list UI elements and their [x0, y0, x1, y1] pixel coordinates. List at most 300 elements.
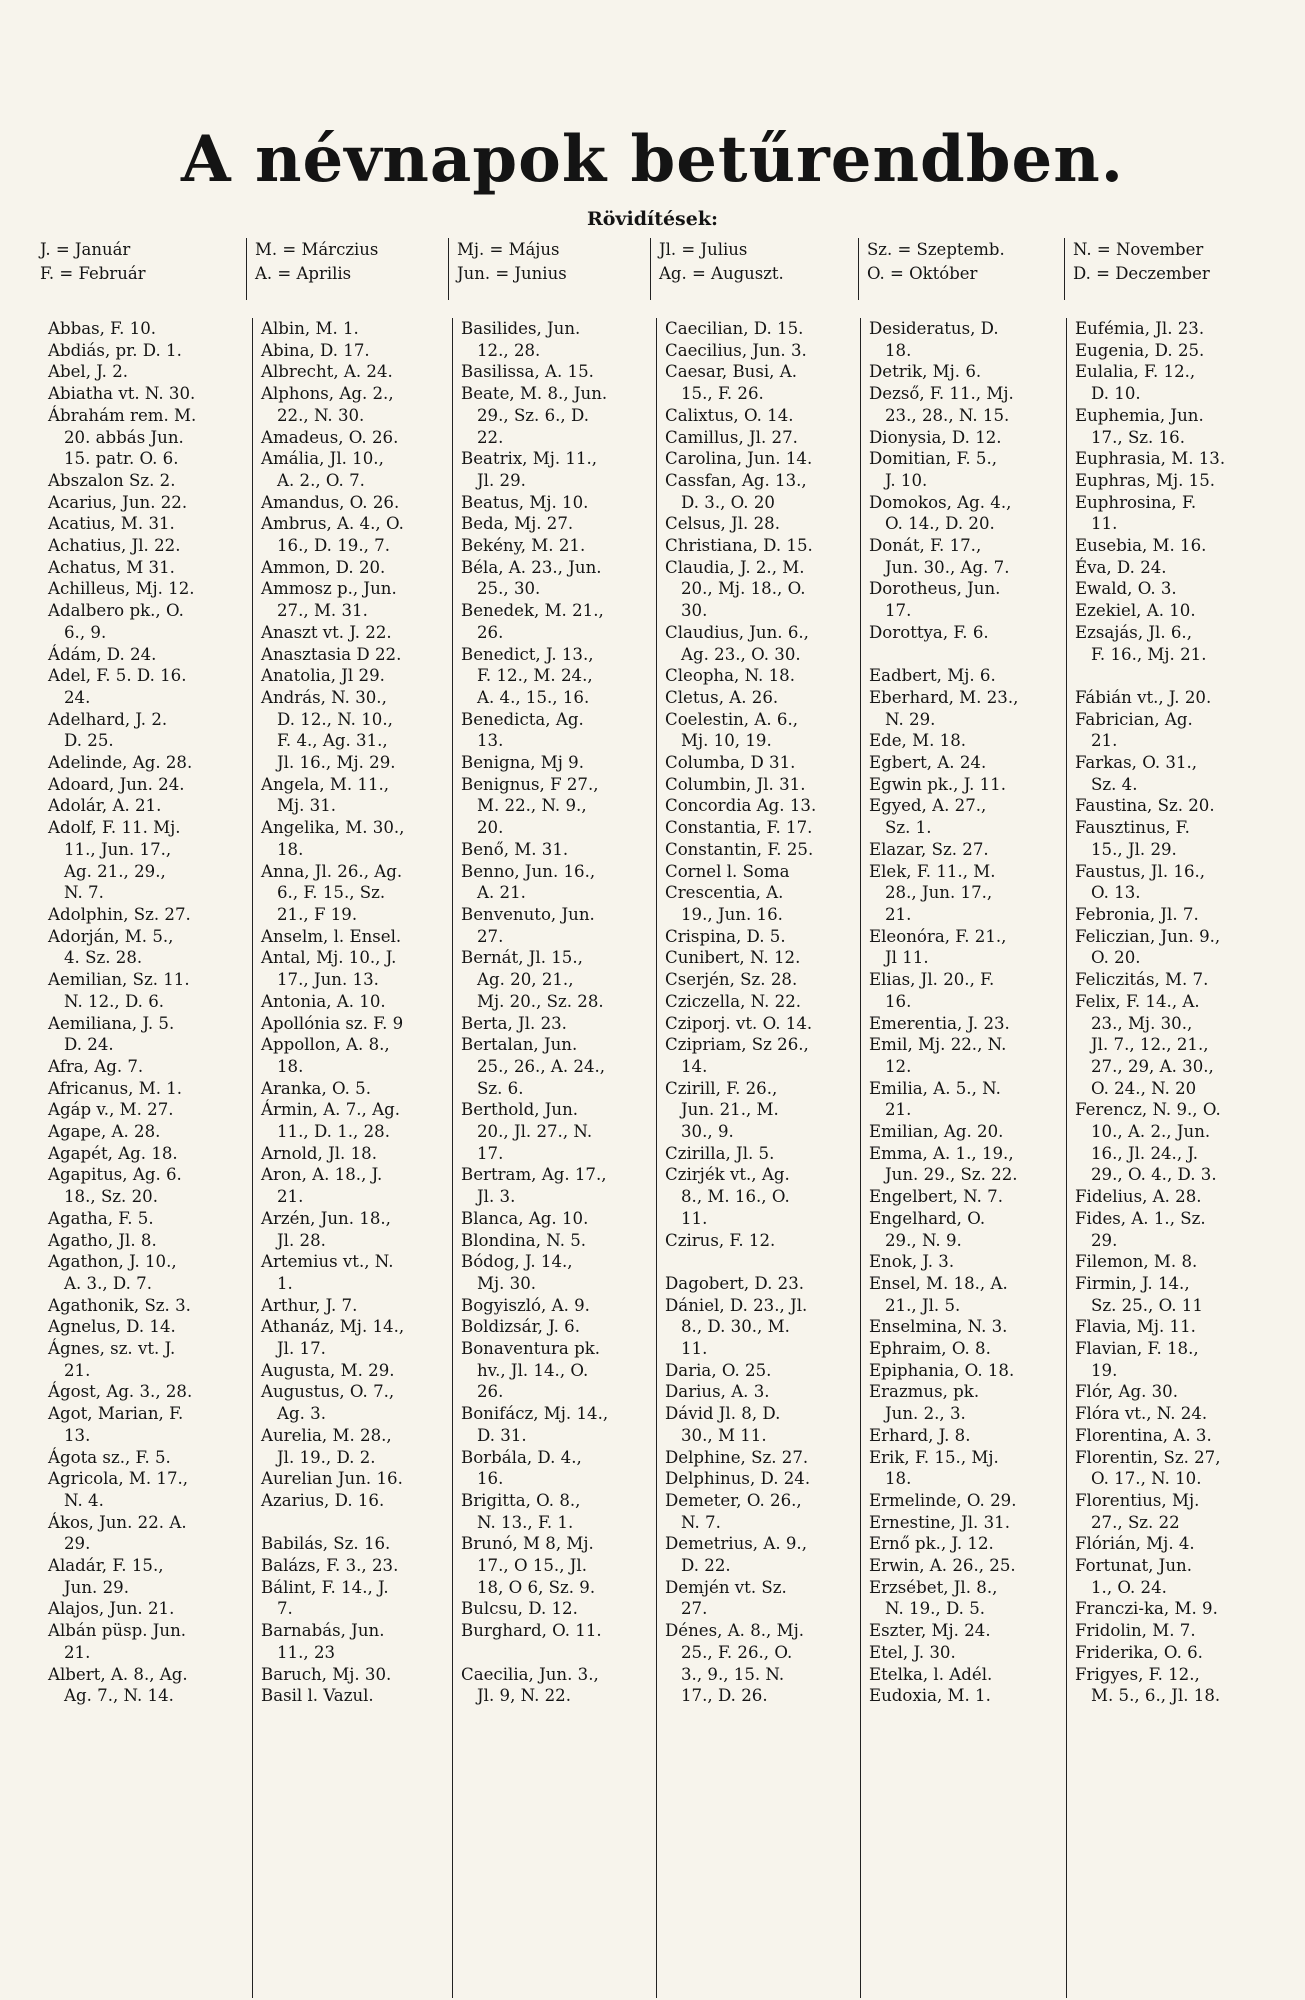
name-entry: Dénes, A. 8., Mj. [665, 1621, 805, 1641]
name-entry: Abel, J. 2. [48, 362, 129, 382]
name-entry: Filemon, M. 8. [1075, 1252, 1198, 1272]
entry-continuation: 12. [885, 1056, 912, 1076]
entry-continuation: 12., 28. [477, 340, 541, 360]
name-entry: Ezsajás, Jl. 6., [1075, 622, 1192, 642]
entry-continuation: N. 29. [885, 709, 936, 729]
entry-continuation: 29., O. 4., D. 3. [1091, 1165, 1217, 1185]
name-entry: Faustina, Sz. 20. [1075, 796, 1215, 816]
name-entry: Ábrahám rem. M. [48, 405, 197, 425]
entry-continuation: Ag. 3. [277, 1404, 326, 1424]
entry-continuation: Jl. 19., D. 2. [277, 1447, 376, 1467]
name-entry: Agathonik, Sz. 3. [48, 1295, 191, 1315]
name-entry: Amandus, O. 26. [261, 492, 400, 512]
entry-continuation: 1. [277, 1273, 293, 1293]
entry-continuation: 19. [1091, 1360, 1118, 1380]
entry-continuation: 11., D. 1., 28. [277, 1122, 390, 1142]
name-entry: Firmin, J. 14., [1075, 1273, 1190, 1293]
entry-continuation: 13. [477, 731, 504, 751]
entry-continuation: A. 3., D. 7. [64, 1273, 153, 1293]
name-entry: Egyed, A. 27., [869, 796, 987, 816]
name-entry: Camillus, Jl. 27. [665, 427, 798, 447]
entry-continuation: N. 12., D. 6. [64, 991, 165, 1011]
name-entry: Angela, M. 11., [261, 774, 390, 794]
name-entry: Columba, D 31. [665, 753, 796, 773]
name-entry: Adolphin, Sz. 27. [48, 904, 191, 924]
name-entry: Emma, A. 1., 19., [869, 1143, 1014, 1163]
name-entry: Enok, J. 3. [869, 1252, 955, 1272]
name-entry: Basil l. Vazul. [261, 1686, 374, 1706]
name-entry: Angelika, M. 30., [261, 818, 405, 838]
name-entry: Domokos, Ag. 4., [869, 492, 1012, 512]
entry-continuation: Ag. 20, 21., [477, 970, 574, 990]
name-entry: Emil, Mj. 22., N. [869, 1035, 1007, 1055]
entry-continuation: 22., N. 30. [277, 405, 365, 425]
name-entry: Bogyiszló, A. 9. [461, 1295, 590, 1315]
entry-continuation: N. 4. [64, 1490, 104, 1510]
name-entry: Afra, Ag. 7. [48, 1056, 144, 1076]
name-entry: Anselm, l. Ensel. [261, 926, 402, 946]
name-entry: Blanca, Ag. 10. [461, 1208, 589, 1228]
name-entry: Bódog, J. 14., [461, 1252, 573, 1272]
name-entry: Emilia, A. 5., N. [869, 1078, 1001, 1098]
name-entry: Augustus, O. 7., [261, 1382, 395, 1402]
entry-continuation: 30., 9. [681, 1122, 734, 1142]
spacer [261, 1512, 458, 1534]
abbreviation-line: J. = Január [40, 240, 131, 259]
name-entry: Ezekiel, A. 10. [1075, 601, 1196, 621]
name-entry: Anaszt vt. J. 22. [261, 622, 392, 642]
entry-continuation: 17., Sz. 16. [1091, 427, 1185, 447]
name-entry: Ágost, Ag. 3., 28. [48, 1382, 193, 1402]
name-entry: Engelhard, O. [869, 1208, 986, 1228]
name-entry: Beda, Mj. 27. [461, 514, 574, 534]
name-entry: Cletus, A. 26. [665, 687, 779, 707]
name-entry: Aron, A. 18., J. [261, 1165, 383, 1185]
name-entry: Agnelus, D. 14. [48, 1317, 176, 1337]
name-entry: Africanus, M. 1. [48, 1078, 183, 1098]
entry-continuation: O. 14., D. 20. [885, 514, 995, 534]
name-entry: Cornel l. Soma [665, 861, 790, 881]
entry-continuation: 8., M. 16., O. [681, 1187, 790, 1207]
name-entry: Alajos, Jun. 21. [48, 1599, 175, 1619]
name-entry: Czirus, F. 12. [665, 1230, 776, 1250]
entry-continuation: 29., Sz. 6., D. [477, 405, 589, 425]
name-entry: Darius, A. 3. [665, 1382, 770, 1402]
name-entry: Caecilian, D. 15. [665, 319, 804, 338]
entry-continuation: 27. [477, 926, 504, 946]
entry-continuation: O. 20. [1091, 948, 1141, 968]
abbreviation-cell [246, 238, 414, 300]
abbreviation-line: F. = Február [40, 264, 146, 283]
name-entry: Anna, Jl. 26., Ag. [261, 861, 403, 881]
name-entry: Basilissa, A. 15. [461, 362, 594, 382]
entry-continuation: 30., M 11. [681, 1425, 767, 1445]
entry-continuation: 11., 23 [277, 1642, 336, 1662]
name-entry: Crispina, D. 5. [665, 926, 786, 946]
entry-continuation: 27., 29, A. 30., [1091, 1056, 1214, 1076]
entry-continuation: 20. [477, 818, 504, 838]
name-entry: Claudius, Jun. 6., [665, 622, 809, 642]
entry-continuation: 16. [885, 991, 912, 1011]
name-entry: Engelbert, N. 7. [869, 1187, 1003, 1207]
entry-continuation: 15., Jl. 29. [1091, 839, 1177, 859]
name-entry: Arnold, Jl. 18. [261, 1143, 377, 1163]
name-entry: Flavia, Mj. 11. [1075, 1317, 1196, 1337]
spacer [1075, 665, 1286, 687]
entry-continuation: 17., Jun. 13. [277, 970, 379, 990]
abbreviation-line: Mj. = Május [457, 240, 560, 259]
entry-continuation: 1., O. 24. [1091, 1577, 1167, 1597]
name-entry: Acarius, Jun. 22. [48, 492, 188, 512]
name-entry: Burghard, O. 11. [461, 1621, 602, 1641]
name-entry: Athanáz, Mj. 14., [261, 1317, 405, 1337]
name-entry: Domitian, F. 5., [869, 449, 998, 469]
abbreviation-cell [1064, 238, 1275, 300]
entry-continuation: 18, O 6, Sz. 9. [477, 1577, 596, 1597]
abbreviation-line: O. = Október [867, 264, 978, 283]
name-entry: Acatius, M. 31. [48, 514, 175, 534]
name-entry: Celsus, Jl. 28. [665, 514, 780, 534]
entry-continuation: 7. [277, 1599, 293, 1619]
name-entry: Bonaventura pk. [461, 1339, 601, 1359]
name-entry: Arzén, Jun. 18., [261, 1208, 391, 1228]
entry-continuation: 16., D. 19., 7. [277, 536, 390, 556]
name-entry: Achilleus, Mj. 12. [48, 579, 195, 599]
entry-continuation: 3., 9., 15. N. [681, 1664, 785, 1684]
entry-continuation: Jl. 16., Mj. 29. [277, 753, 396, 773]
name-entry: Beatrix, Mj. 11., [461, 449, 598, 469]
name-entry: Feliczitás, M. 7. [1075, 970, 1209, 990]
name-entry: Bertalan, Jun. [461, 1035, 578, 1055]
name-entry: Agapitus, Ag. 6. [48, 1165, 182, 1185]
name-entry: Euphemia, Jun. [1075, 405, 1204, 425]
entry-continuation: 26. [477, 1382, 504, 1402]
name-entry: Frigyes, F. 12., [1075, 1664, 1200, 1684]
name-entry: Euphrosina, F. [1075, 492, 1197, 512]
abbreviation-line: D. = Deczember [1073, 264, 1210, 283]
name-entry: Agáp v., M. 27. [48, 1100, 174, 1120]
entry-continuation: Jl. 28. [277, 1230, 326, 1250]
name-entry: Abiatha vt. N. 30. [48, 384, 196, 404]
name-entry: Fortunat, Jun. [1075, 1556, 1192, 1576]
entry-continuation: Jun. 29. [64, 1577, 129, 1597]
name-entry: Agapét, Ag. 18. [48, 1143, 178, 1163]
entry-continuation: 21. [1091, 731, 1118, 751]
name-entry: Faustus, Jl. 16., [1075, 861, 1206, 881]
name-entry: Euphrasia, M. 13. [1075, 449, 1226, 469]
name-entry: Ede, M. 18. [869, 731, 967, 751]
name-entry: Febronia, Jl. 7. [1075, 904, 1199, 924]
entry-continuation: 29. [64, 1534, 91, 1554]
name-entry: Achatus, M 31. [48, 557, 175, 577]
name-entry: Elek, F. 11., M. [869, 861, 996, 881]
name-entry: Beatus, Mj. 10. [461, 492, 589, 512]
name-entry: Desideratus, D. [869, 319, 999, 338]
name-entry: Albán püsp. Jun. [48, 1621, 187, 1641]
name-entry: Erik, F. 15., Mj. [869, 1447, 999, 1467]
name-entry: Bernát, Jl. 15., [461, 948, 583, 968]
name-column-5 [860, 318, 1072, 1998]
name-entry: Bertram, Ag. 17., [461, 1165, 607, 1185]
name-entry: Ádám, D. 24. [48, 644, 157, 664]
name-entry: Benignus, F 27., [461, 774, 599, 794]
entry-continuation: 21. [64, 1642, 91, 1662]
name-entry: Czirill, F. 26., [665, 1078, 778, 1098]
name-entry: Christiana, D. 15. [665, 536, 813, 556]
entry-continuation: 17., D. 26. [681, 1686, 768, 1706]
entry-continuation: 15., F. 26. [681, 384, 764, 404]
entry-continuation: 20., Mj. 18., O. [681, 579, 806, 599]
name-entry: Elias, Jl. 20., F. [869, 970, 995, 990]
abbreviation-line: M. = Márczius [255, 240, 379, 259]
name-entry: Demetrius, A. 9., [665, 1534, 807, 1554]
name-entry: Adorján, M. 5., [48, 926, 174, 946]
name-entry: Fausztinus, F. [1075, 818, 1190, 838]
name-entry: Barnabás, Jun. [261, 1621, 385, 1641]
name-entry: Eadbert, Mj. 6. [869, 666, 996, 686]
name-entry: Eleonóra, F. 21., [869, 926, 1007, 946]
name-entry: Eberhard, M. 23., [869, 687, 1019, 707]
entry-continuation: D. 10. [1091, 384, 1141, 404]
name-entry: Egbert, A. 24. [869, 753, 987, 773]
entry-continuation: 30. [681, 601, 708, 621]
name-entry: Epiphania, O. 18. [869, 1360, 1015, 1380]
name-entry: Felix, F. 14., A. [1075, 991, 1200, 1011]
entry-continuation: 23., Mj. 30., [1091, 1013, 1193, 1033]
entry-continuation: Ag. 23., O. 30. [681, 644, 801, 664]
entry-continuation: 20. abbás Jun. [64, 427, 184, 447]
name-entry: Cziczella, N. 22. [665, 991, 802, 1011]
name-entry: Czirjék vt., Ag. [665, 1165, 790, 1185]
name-entry: Ernestine, Jl. 31. [869, 1512, 1010, 1532]
name-entry: Abdiás, pr. D. 1. [48, 340, 182, 360]
entry-continuation: Sz. 6. [477, 1078, 524, 1098]
name-entry: Ákos, Jun. 22. A. [48, 1512, 187, 1532]
name-entry: Farkas, O. 31., [1075, 753, 1198, 773]
entry-continuation: D. 24. [64, 1035, 114, 1055]
entry-continuation: 16. [477, 1469, 504, 1489]
entry-continuation: Jl. 29. [477, 470, 526, 490]
name-entry: Erwin, A. 26., 25. [869, 1556, 1016, 1576]
entry-continuation: Jl. 3. [477, 1187, 516, 1207]
name-entry: Achatius, Jl. 22. [48, 536, 181, 556]
name-entry: Cziporj. vt. O. 14. [665, 1013, 813, 1033]
entry-continuation: 13. [64, 1425, 91, 1445]
name-entry: Borbála, D. 4., [461, 1447, 582, 1467]
entry-continuation: 8., D. 30., M. [681, 1317, 790, 1337]
name-entry: Fidelius, A. 28. [1075, 1187, 1202, 1207]
name-entry: Ewald, O. 3. [1075, 579, 1177, 599]
spacer [869, 644, 1072, 666]
name-entry: Etel, J. 30. [869, 1642, 956, 1662]
entry-continuation: 15. patr. O. 6. [64, 449, 179, 469]
entry-continuation: N. 19., D. 5. [885, 1599, 986, 1619]
entry-continuation: 21. [64, 1360, 91, 1380]
name-entry: Flavian, F. 18., [1075, 1339, 1199, 1359]
name-column-4 [656, 318, 864, 1998]
entry-continuation: 20., Jl. 27., N. [477, 1122, 593, 1142]
entry-continuation: Mj. 20., Sz. 28. [477, 991, 604, 1011]
entry-continuation: 18. [277, 839, 304, 859]
name-entry: Balázs, F. 3., 23. [261, 1556, 399, 1576]
name-entry: Coelestin, A. 6., [665, 709, 799, 729]
name-entry: Ágota sz., F. 5. [48, 1447, 171, 1467]
entry-continuation: F. 4., Ag. 31., [277, 731, 388, 751]
name-entry: Florentina, A. 3. [1075, 1425, 1212, 1445]
name-entry: Cassfan, Ag. 13., [665, 470, 807, 490]
entry-continuation: D. 12., N. 10., [277, 709, 393, 729]
name-entry: Benno, Jun. 16., [461, 861, 596, 881]
name-entry: Florentin, Sz. 27, [1075, 1447, 1221, 1467]
abbreviation-line: A. = Aprilis [255, 264, 352, 283]
entry-continuation: Ag. 21., 29., [64, 861, 166, 881]
entry-continuation: 18., Sz. 20. [64, 1187, 158, 1207]
name-entry: Boldizsár, J. 6. [461, 1317, 580, 1337]
name-entry: Erzsébet, Jl. 8., [869, 1577, 998, 1597]
entry-continuation: O. 24., N. 20 [1091, 1078, 1197, 1098]
name-entry: Concordia Ag. 13. [665, 796, 817, 816]
entry-continuation: O. 17., N. 10. [1091, 1469, 1202, 1489]
spacer [461, 1642, 658, 1664]
name-entry: Cleopha, N. 18. [665, 666, 795, 686]
name-entry: Detrik, Mj. 6. [869, 362, 982, 382]
name-entry: Ferencz, N. 9., O. [1075, 1100, 1221, 1120]
name-entry: Agape, A. 28. [48, 1122, 161, 1142]
name-entry: Babilás, Sz. 16. [261, 1534, 391, 1554]
entry-continuation: 21. [277, 1187, 304, 1207]
entry-continuation: 27., Sz. 22 [1091, 1512, 1180, 1532]
name-entry: Eudoxia, M. 1. [869, 1686, 991, 1706]
name-entry: Abbas, F. 10. [48, 319, 157, 338]
name-entry: Agricola, M. 17., [48, 1469, 189, 1489]
entry-continuation: N. 7. [681, 1512, 721, 1532]
name-entry: Dorottya, F. 6. [869, 622, 989, 642]
entry-continuation: 21., F 19. [277, 904, 358, 924]
abbreviations-legend [40, 238, 1275, 300]
name-entry: Agatho, Jl. 8. [48, 1230, 157, 1250]
entry-continuation: 11. [1091, 514, 1118, 534]
name-entry: Berthold, Jun. [461, 1100, 579, 1120]
entry-continuation: 23., 28., N. 15. [885, 405, 1010, 425]
name-entry: Béla, A. 23., Jun. [461, 557, 602, 577]
entry-continuation: M. 22., N. 9., [477, 796, 587, 816]
name-entry: Aranka, O. 5. [261, 1078, 372, 1098]
name-entry: Basilides, Jun. [461, 319, 581, 338]
name-entry: Benigna, Mj 9. [461, 753, 585, 773]
entry-continuation: 25., 30. [477, 579, 541, 599]
name-entry: Benedict, J. 13., [461, 644, 594, 664]
name-entry: Berta, Jl. 23. [461, 1013, 567, 1033]
name-entry: Claudia, J. 2., M. [665, 557, 805, 577]
entry-continuation: Jl. 7., 12., 21., [1091, 1035, 1209, 1055]
name-entry: Emilian, Ag. 20. [869, 1122, 1004, 1142]
entry-continuation: 27., M. 31. [277, 601, 368, 621]
entry-continuation: 6., 9. [64, 622, 107, 642]
entry-continuation: 18. [277, 1056, 304, 1076]
name-entry: Caecilia, Jun. 3., [461, 1664, 599, 1684]
entry-continuation: Jun. 30., Ag. 7. [885, 557, 1010, 577]
entry-continuation: D. 22. [681, 1556, 731, 1576]
name-entry: Blondina, N. 5. [461, 1230, 587, 1250]
name-entry: Euphras, Mj. 15. [1075, 470, 1216, 490]
entry-continuation: Mj. 10, 19. [681, 731, 772, 751]
name-entry: Abszalon Sz. 2. [48, 470, 176, 490]
name-entry: Alphons, Ag. 2., [261, 384, 394, 404]
name-entry: Aurelian Jun. 16. [261, 1469, 403, 1489]
abbreviations-heading: Rövidítések: [586, 208, 719, 230]
entry-continuation: 11. [681, 1208, 708, 1228]
name-entry: Arthur, J. 7. [261, 1295, 358, 1315]
name-entry: Eusebia, M. 16. [1075, 536, 1207, 556]
name-entry: Daria, O. 25. [665, 1360, 772, 1380]
entry-continuation: hv., Jl. 14., O. [477, 1360, 589, 1380]
entry-continuation: A. 4., 15., 16. [477, 687, 590, 707]
name-column-1 [48, 318, 258, 1998]
name-entry: Antal, Mj. 10., J. [261, 948, 397, 968]
name-entry: Benedicta, Ag. [461, 709, 584, 729]
entry-continuation: A. 2., O. 7. [277, 470, 365, 490]
entry-continuation: 28., Jun. 17., [885, 883, 993, 903]
name-entry: Benvenuto, Jun. [461, 904, 595, 924]
name-entry: Crescentia, A. [665, 883, 784, 903]
name-entry: Franczi-ka, M. 9. [1075, 1599, 1218, 1619]
name-entry: Agatha, F. 5. [48, 1208, 154, 1228]
name-entry: Cserjén, Sz. 28. [665, 970, 798, 990]
name-entry: Beate, M. 8., Jun. [461, 384, 608, 404]
name-entry: Anatolia, Jl 29. [261, 666, 385, 686]
name-entry: Albin, M. 1. [261, 319, 359, 338]
name-entry: Dániel, D. 23., Jl. [665, 1295, 808, 1315]
name-entry: Eugenia, D. 25. [1075, 340, 1205, 360]
abbreviation-line: Sz. = Szeptemb. [867, 240, 1005, 259]
entry-continuation: D. 25. [64, 731, 114, 751]
entry-continuation: D. 3., O. 20 [681, 492, 775, 512]
entry-continuation: Mj. 31. [277, 796, 337, 816]
entry-continuation: 6., F. 15., Sz. [277, 883, 386, 903]
name-entry: Fábián vt., J. 20. [1075, 687, 1212, 707]
name-entry: András, N. 30., [261, 687, 387, 707]
page-title: A névnapok betűrendben. [181, 122, 1124, 197]
entry-continuation: 17., O 15., Jl. [477, 1556, 587, 1576]
name-entry: Ármin, A. 7., Ag. [261, 1100, 400, 1120]
abbreviation-line: N. = November [1073, 240, 1204, 259]
name-entry: Brigitta, O. 8., [461, 1490, 581, 1510]
name-entry: Ammon, D. 20. [261, 557, 386, 577]
name-entry: Delphine, Sz. 27. [665, 1447, 809, 1467]
name-entry: Calixtus, O. 14. [665, 405, 794, 425]
entry-continuation: Sz. 25., O. 11 [1091, 1295, 1203, 1315]
name-entry: Czirilla, Jl. 5. [665, 1143, 775, 1163]
name-entry: Éva, D. 24. [1075, 557, 1167, 577]
name-entry: Aemiliana, J. 5. [48, 1013, 175, 1033]
name-entry: Artemius vt., N. [261, 1252, 394, 1272]
entry-continuation: M. 5., 6., Jl. 18. [1091, 1686, 1221, 1706]
entry-continuation: 16., Jl. 24., J. [1091, 1143, 1199, 1163]
name-entry: Donát, F. 17., [869, 536, 982, 556]
name-entry: Columbin, Jl. 31. [665, 774, 806, 794]
name-entry: Feliczian, Jun. 9., [1075, 926, 1221, 946]
abbreviation-cell [40, 238, 198, 300]
entry-continuation: Sz. 4. [1091, 774, 1138, 794]
name-entry: Adalbero pk., O. [48, 601, 184, 621]
name-entry: Amadeus, O. 26. [261, 427, 399, 447]
name-entry: Azarius, D. 16. [261, 1490, 385, 1510]
name-entry: Fabrician, Ag. [1075, 709, 1193, 729]
entry-continuation: 17. [885, 601, 912, 621]
name-entry: Ephraim, O. 8. [869, 1339, 991, 1359]
entry-continuation: 29. [1091, 1230, 1118, 1250]
name-entry: Apollónia sz. F. 9 [261, 1013, 404, 1033]
